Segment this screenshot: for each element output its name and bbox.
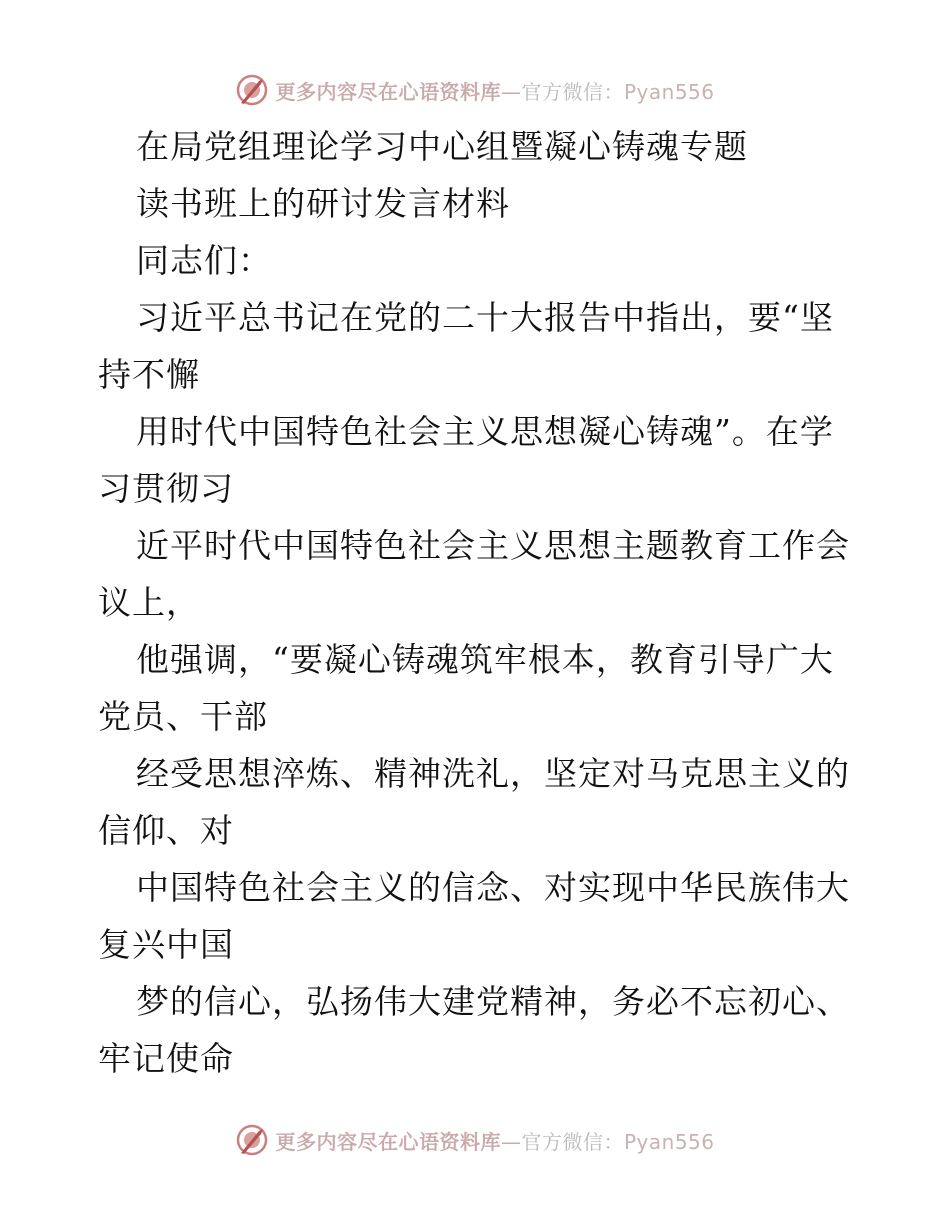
quill-logo-icon [235,1123,269,1157]
document-line: 他强调，“要凝心铸魂筑牢根本，教育引导广大 [136,640,834,679]
document-line: 梦的信心，弘扬伟大建党精神，务必不忘初心、 [136,982,850,1021]
document-line: 在局党组理论学习中心组暨凝心铸魂专题 [136,127,748,166]
watermark-main: 更多内容尽在心语资料库 [275,1129,501,1154]
watermark-id: Pyan556 [623,79,715,104]
document-line: 牢记使命 [98,1039,234,1078]
header-watermark [0,70,950,110]
document-line: 持不懈 [98,355,200,394]
document-line: 习近平总书记在党的二十大报告中指出，要“坚 [136,298,834,337]
document-line: 议上， [98,583,200,622]
document-line: 习贯彻习 [98,469,234,508]
watermark-id: Pyan556 [623,1129,715,1154]
watermark-dash: — [500,79,522,104]
watermark-dash: — [500,1129,522,1154]
document-line: 复兴中国 [98,925,234,964]
watermark-sub: 官方微信： [521,79,624,104]
quill-logo-icon [235,73,269,107]
watermark-main: 更多内容尽在心语资料库 [275,79,501,104]
document-line: 党员、干部 [98,697,268,736]
document-line: 信仰、对 [98,811,234,850]
document-line: 近平时代中国特色社会主义思想主题教育工作会 [136,526,850,565]
document-body [98,118,858,1087]
footer-watermark [0,1120,950,1160]
document-line: 用时代中国特色社会主义思想凝心铸魂”。在学 [136,412,834,451]
document-line: 经受思想淬炼、精神洗礼，坚定对马克思主义的 [136,754,850,793]
watermark-sub: 官方微信： [521,1129,624,1154]
watermark-text [275,1126,714,1155]
watermark-text [275,76,714,105]
document-line: 同志们： [136,241,272,280]
document-line: 中国特色社会主义的信念、对实现中华民族伟大 [136,868,850,907]
document-line: 读书班上的研讨发言材料 [136,184,510,223]
